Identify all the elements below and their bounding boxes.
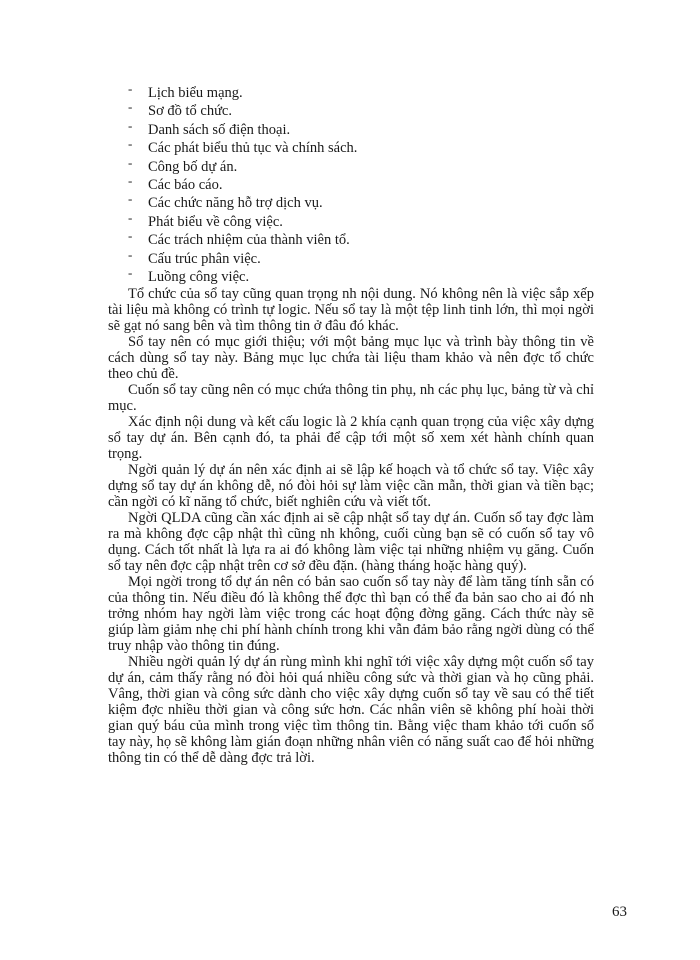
list-item: - Lịch biểu mạng.: [128, 81, 243, 101]
paragraph: Xác định nội dung và kết cấu logic là 2 khía cạnh quan trọng của việc xây dựng sổ tay dự án. Bên cạnh đó, ta phải để cập tới một số xem xét hành chính quan trọng.: [108, 414, 594, 462]
paragraph: Sổ tay nên có mục giới thiệu; với một bảng mục lục và trình bày thông tin về cách dùng sổ tay này. Bảng mục lục chứa tài liệu tham khảo và nên đợc tổ chức theo chủ đề.: [108, 334, 594, 382]
list-item: - Luồng công việc.: [128, 264, 250, 285]
bullet-marker: -: [128, 264, 133, 280]
bullet-marker: -: [128, 172, 133, 188]
list-item: - Sơ đồ tổ chức.: [128, 99, 232, 120]
bullet-list: [128, 81, 358, 286]
paragraph: Mọi ngời trong tổ dự án nên có bản sao cuốn sổ tay này để làm tăng tính sẵn có của thông tin. Nếu điều đó là không thể đợc thì bạn có thể đa bản sao cho ai đó nh trởng nhóm hay ngời làm việc trong các hoạt động đờng găng. Cách thức này sẽ giúp làm giảm nhẹ chi phí hành chính trong khi vẫn đảm bảo rằng ngời dùng có thể truy nhập vào thông tin đúng.: [108, 574, 594, 654]
bullet-marker: -: [128, 81, 133, 96]
paragraph: Cuốn sổ tay cũng nên có mục chứa thông tin phụ, nh các phụ lục, bảng từ và chỉ mục.: [108, 382, 594, 414]
bullet-marker: -: [128, 228, 133, 244]
list-item: - Công bố dự án.: [128, 154, 238, 175]
bullet-marker: -: [128, 246, 133, 262]
paragraph: Tổ chức của sổ tay cũng quan trọng nh nội dung. Nó không nên là việc sắp xếp tài liệu mà không có trình tự logic. Nếu sổ tay là một tệp linh tinh lớn, thì mọi ngời sẽ gạt nó sang bên và tìm thông tin ở đâu đó khác.: [108, 286, 594, 334]
body-text: [108, 286, 594, 766]
list-item: - Các chức năng hỗ trợ dịch vụ.: [128, 191, 323, 212]
bullet-marker: -: [128, 99, 133, 115]
paragraph: Ngời quản lý dự án nên xác định ai sẽ lập kế hoạch và tổ chức sổ tay. Việc xây dựng sổ tay dự án không dễ, nó đòi hỏi sự làm việc cần mẫn, thời gian và tiền bạc; cần ngời có kĩ năng tổ chức, biết nghiên cứu và viết tốt.: [108, 462, 594, 510]
bullet-marker: -: [128, 191, 133, 207]
bullet-marker: -: [128, 209, 133, 225]
list-item: - Các trách nhiệm của thành viên tổ.: [128, 228, 350, 249]
list-item: - Các báo cáo.: [128, 172, 223, 193]
bullet-marker: -: [128, 154, 133, 170]
page-number: 63: [612, 904, 627, 920]
list-item: - Các phát biểu thủ tục và chính sách.: [128, 136, 358, 157]
bullet-marker: -: [128, 136, 133, 152]
paragraph: Nhiều ngời quản lý dự án rùng mình khi nghĩ tới việc xây dựng một cuốn sổ tay dự án, cảm thấy rằng nó đòi hỏi quá nhiều công sức và thời gian và họ cũng phải. Vâng, thời gian và công sức dành cho việc xây dựng cuốn sổ tay về sau có thể tiết kiệm đợc nhiều thời gian và công sức hơn. Các nhân viên sẽ không phí hoài thời gian quý báu của mình trong việc tìm thông tin. Bằng việc tham khảo tới cuốn sổ tay này, họ sẽ không làm gián đoạn những nhân viên có năng suất cao để hỏi những thông tin có thể dễ dàng đợc trả lời.: [108, 654, 594, 766]
list-item: - Danh sách số điện thoại.: [128, 117, 291, 138]
list-item: - Phát biểu về công việc.: [128, 209, 283, 230]
bullet-marker: -: [128, 117, 133, 133]
paragraph: Ngời QLDA cũng cần xác định ai sẽ cập nhật sổ tay dự án. Cuốn sổ tay đợc làm ra mà không đợc cập nhật thì cũng nh không, cuối cùng bạn sẽ có cuốn sổ tay vô dụng. Cách tốt nhất là lựa ra ai đó không làm việc tại những nhiệm vụ găng. Cuốn sổ tay nên đợc cập nhật trên cơ sở đều đặn. (hàng tháng hoặc hàng quý).: [108, 510, 594, 574]
list-item: - Cấu trúc phân việc.: [128, 246, 261, 267]
